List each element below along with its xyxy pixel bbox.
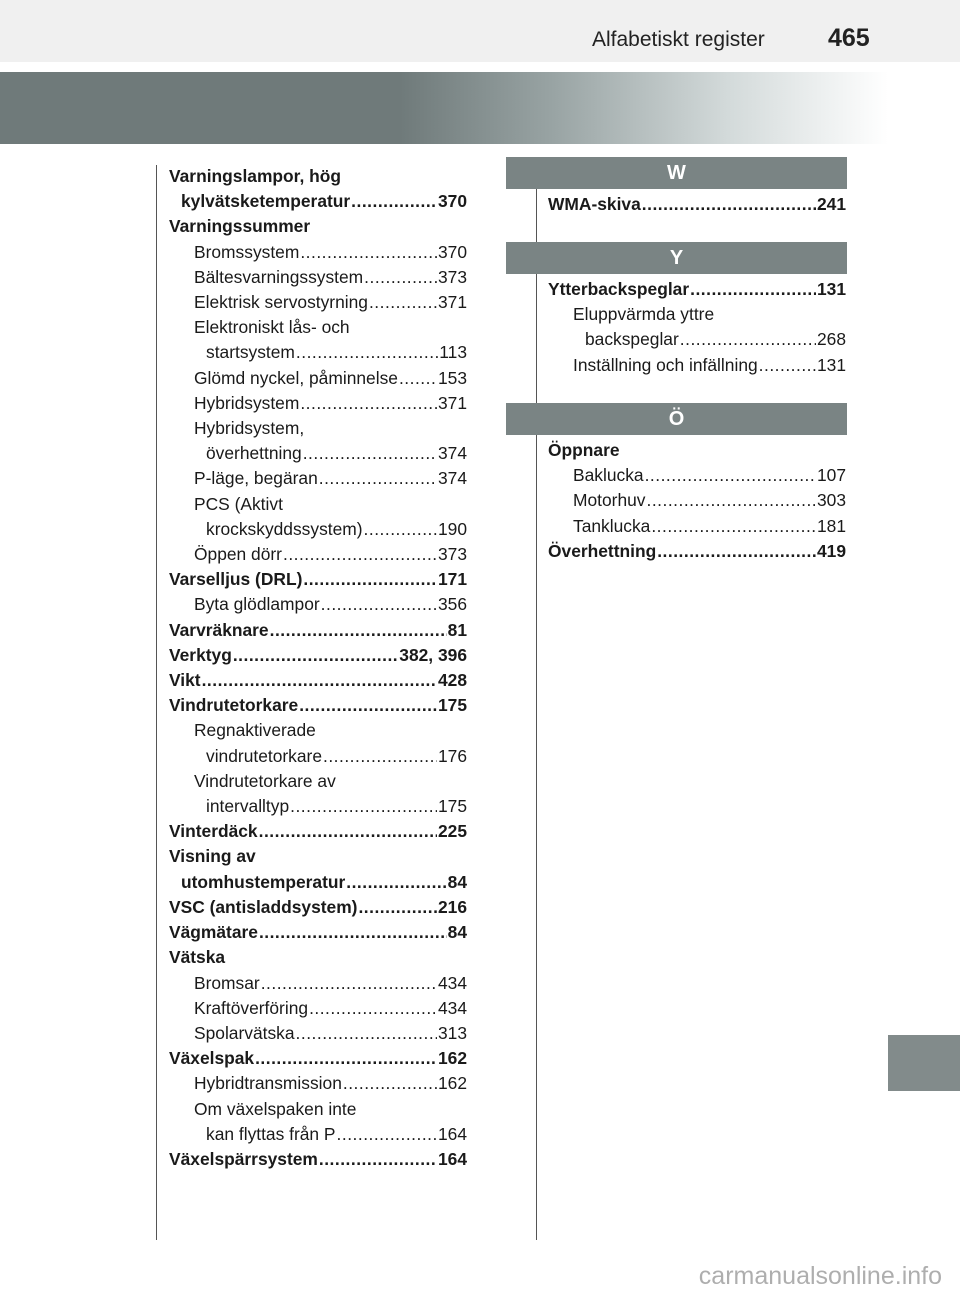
dot-leader	[346, 870, 446, 895]
dot-leader	[319, 1147, 437, 1172]
entry-text: Ytterbackspeglar	[548, 279, 690, 299]
page-reference[interactable]: 84	[447, 871, 467, 892]
entry-text: Glömd nyckel, påminnelse	[194, 367, 398, 388]
index-entry[interactable]	[169, 996, 467, 1021]
entry-text: P-läge, begäran	[194, 468, 318, 489]
page-reference[interactable]: 175	[437, 695, 467, 716]
dot-leader	[642, 192, 816, 217]
index-entry[interactable]	[548, 277, 846, 302]
page-reference[interactable]: 371	[437, 292, 467, 313]
index-entry[interactable]	[169, 441, 467, 466]
letter-heading-y: Y	[506, 242, 847, 274]
entry-text: Hybridsystem,	[194, 418, 305, 439]
index-entry[interactable]	[169, 693, 467, 718]
index-entry[interactable]	[169, 819, 467, 844]
middle-column-rule	[536, 165, 537, 1240]
dot-leader	[303, 567, 437, 592]
entry-text: Tanklucka	[573, 515, 651, 536]
page-reference[interactable]: 175	[437, 796, 467, 817]
entry-text: Överhettning	[548, 540, 657, 561]
dot-leader	[337, 1122, 437, 1147]
page-reference[interactable]: 190	[437, 518, 467, 539]
index-section-w	[548, 192, 846, 217]
index-entry[interactable]	[169, 240, 467, 265]
entry-text: utomhustemperatur	[181, 871, 346, 892]
dot-leader	[202, 668, 437, 693]
index-entry[interactable]	[548, 353, 846, 378]
index-entry[interactable]	[169, 1147, 467, 1172]
index-entry[interactable]	[169, 466, 467, 491]
dot-leader	[369, 290, 437, 315]
index-entry[interactable]	[548, 463, 846, 488]
dot-leader	[296, 340, 438, 365]
entry-text: PCS (Aktivt	[194, 493, 283, 514]
page-reference[interactable]: 382, 396	[399, 644, 467, 665]
entry-text: Bältesvarningssystem	[194, 266, 364, 287]
entry-text: Eluppvärmda yttre	[573, 304, 715, 325]
page-reference[interactable]: 419	[816, 540, 846, 561]
entry-text: Varselljus (DRL)	[169, 569, 303, 590]
entry-text: startsystem	[206, 342, 295, 363]
page-reference[interactable]: 153	[437, 367, 467, 388]
index-entry[interactable]	[169, 920, 467, 945]
dot-leader	[690, 277, 816, 302]
dot-leader	[259, 920, 447, 945]
entry-text: Varningslampor, hög	[169, 166, 342, 186]
page-reference[interactable]: 373	[437, 544, 467, 565]
dot-leader	[290, 794, 437, 819]
index-entry[interactable]	[548, 327, 846, 352]
dot-leader	[303, 441, 437, 466]
entry-text: Elektrisk servostyrning	[194, 292, 368, 313]
page-reference[interactable]: 374	[437, 468, 467, 489]
entry-text: vindrutetorkare	[206, 745, 322, 766]
entry-text: backspeglar	[585, 329, 679, 350]
index-entry[interactable]	[169, 265, 467, 290]
entry-text: WMA-skiva	[548, 194, 641, 214]
entry-text: kylvätsketemperatur	[181, 191, 351, 212]
page-reference[interactable]: 373	[437, 266, 467, 287]
index-entry[interactable]	[169, 366, 467, 391]
dot-leader	[645, 463, 816, 488]
entry-text: Elektroniskt lås- och	[194, 317, 350, 338]
index-entry[interactable]	[169, 592, 467, 617]
page-reference[interactable]: 370	[437, 241, 467, 262]
dot-leader	[309, 996, 437, 1021]
index-entry[interactable]	[169, 567, 467, 592]
entry-text: intervalltyp	[206, 796, 290, 817]
index-entry[interactable]	[169, 542, 467, 567]
entry-text: Regnaktiverade	[194, 720, 316, 741]
entry-text: kan flyttas från P	[206, 1123, 336, 1144]
index-entry[interactable]	[548, 192, 846, 217]
page-reference[interactable]: 313	[437, 1022, 467, 1043]
entry-text: Öppnare	[548, 440, 620, 460]
page-reference[interactable]: 107	[816, 465, 846, 486]
dot-leader	[300, 391, 437, 416]
page-reference[interactable]: 303	[816, 490, 846, 511]
index-heading	[169, 214, 467, 239]
index-entry[interactable]	[169, 1021, 467, 1046]
entry-text: Hybridsystem	[194, 392, 300, 413]
dot-leader	[319, 466, 437, 491]
entry-text: Om växelspaken inte	[194, 1098, 357, 1119]
entry-text: Vinterdäck	[169, 821, 258, 842]
entry-text: Visning av	[169, 846, 256, 867]
index-heading	[169, 416, 467, 441]
dot-leader	[759, 353, 816, 378]
page-reference[interactable]: 131	[816, 354, 846, 375]
entry-text: Växelspak	[169, 1048, 255, 1069]
dot-leader	[657, 539, 816, 564]
dot-leader	[399, 366, 437, 391]
index-entry[interactable]	[169, 189, 467, 214]
page-reference[interactable]: 113	[439, 342, 467, 363]
page-reference[interactable]: 434	[437, 972, 467, 993]
entry-text: Motorhuv	[573, 490, 646, 511]
page-reference[interactable]: 225	[437, 821, 467, 842]
dot-leader	[343, 1071, 437, 1096]
index-entry[interactable]	[548, 514, 846, 539]
entry-text: Verktyg	[169, 644, 232, 665]
dot-leader	[351, 189, 437, 214]
dot-leader	[283, 542, 437, 567]
index-heading	[548, 302, 846, 327]
index-entry[interactable]	[169, 391, 467, 416]
index-entry[interactable]	[169, 517, 467, 542]
page-reference[interactable]: 181	[816, 515, 846, 536]
index-entry[interactable]	[169, 971, 467, 996]
page-reference[interactable]: 171	[437, 569, 467, 590]
entry-text: Vindrutetorkare av	[194, 770, 336, 791]
page-reference[interactable]: 268	[816, 329, 846, 350]
page-reference[interactable]: 131	[816, 279, 846, 299]
page-reference[interactable]: 374	[437, 443, 467, 464]
index-entry[interactable]	[169, 643, 467, 668]
index-entry[interactable]	[169, 870, 467, 895]
page-reference[interactable]: 164	[437, 1123, 467, 1144]
entry-text: överhettning	[206, 443, 302, 464]
entry-text: Växelspärrsystem	[169, 1148, 318, 1169]
index-heading	[169, 945, 467, 970]
chapter-banner	[0, 72, 888, 144]
entry-text: Spolarvätska	[194, 1022, 295, 1043]
entry-text: Vindrutetorkare	[169, 695, 299, 716]
index-entry[interactable]	[169, 290, 467, 315]
entry-text: Hybridtransmission	[194, 1073, 342, 1094]
dot-leader	[358, 895, 437, 920]
page-reference[interactable]: 84	[447, 922, 467, 943]
index-heading	[169, 164, 467, 189]
header-strip	[0, 0, 960, 62]
index-entry[interactable]	[169, 618, 467, 643]
index-heading	[169, 844, 467, 869]
entry-text: Byta glödlampor	[194, 594, 320, 615]
index-entry[interactable]	[169, 895, 467, 920]
index-section-y	[548, 277, 846, 378]
dot-leader	[255, 1046, 437, 1071]
index-entry[interactable]	[548, 488, 846, 513]
dot-leader	[300, 240, 437, 265]
index-entry[interactable]	[169, 1122, 467, 1147]
entry-text: Vägmätare	[169, 922, 258, 943]
dot-leader	[680, 327, 816, 352]
page-reference[interactable]: 216	[437, 896, 467, 917]
entry-text: Kraftöverföring	[194, 997, 309, 1018]
page-reference[interactable]: 81	[447, 619, 467, 640]
entry-text: Varvräknare	[169, 619, 269, 640]
entry-text: Inställning och infällning	[573, 354, 758, 375]
entry-text: Bromsar	[194, 972, 260, 993]
page-reference[interactable]: 434	[437, 997, 467, 1018]
left-column-rule	[156, 165, 157, 1240]
dot-leader	[261, 971, 437, 996]
index-heading	[548, 438, 846, 463]
index-heading	[169, 492, 467, 517]
dot-leader	[296, 1021, 437, 1046]
dot-leader	[270, 618, 447, 643]
index-heading	[169, 718, 467, 743]
letter-heading-w: W	[506, 157, 847, 189]
index-entry[interactable]	[548, 539, 846, 564]
dot-leader	[364, 265, 437, 290]
page-reference[interactable]: 428	[437, 670, 467, 691]
watermark: carmanualsonline.info	[698, 1262, 942, 1290]
section-title: Alfabetiskt register	[592, 28, 765, 51]
page-reference[interactable]: 356	[437, 594, 467, 615]
dot-leader	[233, 643, 398, 668]
page-reference[interactable]: 241	[816, 194, 846, 214]
dot-leader	[323, 744, 437, 769]
index-heading	[169, 1097, 467, 1122]
chapter-side-tab[interactable]	[888, 1035, 960, 1091]
index-section-o-umlaut	[548, 438, 846, 564]
page-reference[interactable]: 176	[437, 745, 467, 766]
page-reference[interactable]: 370	[437, 191, 467, 212]
dot-leader	[299, 693, 437, 718]
dot-leader	[321, 592, 437, 617]
entry-text: Bromssystem	[194, 241, 300, 262]
index-entry[interactable]	[169, 668, 467, 693]
entry-text: krockskyddssystem)	[206, 518, 363, 539]
page-reference[interactable]: 162	[437, 1048, 467, 1069]
left-index-column	[169, 164, 467, 1172]
index-heading	[169, 315, 467, 340]
index-entry[interactable]	[169, 340, 467, 365]
entry-text: Vätska	[169, 947, 226, 968]
index-entry[interactable]	[169, 794, 467, 819]
index-heading	[169, 769, 467, 794]
entry-text: Varningssummer	[169, 216, 311, 237]
dot-leader	[647, 488, 816, 513]
entry-text: Öppen dörr	[194, 544, 282, 565]
page-number: 465	[828, 24, 870, 52]
entry-text: VSC (antisladdsystem)	[169, 896, 358, 917]
dot-leader	[651, 514, 816, 539]
letter-heading-o-umlaut: Ö	[506, 403, 847, 435]
page-reference[interactable]: 162	[437, 1073, 467, 1094]
entry-text: Baklucka	[573, 465, 644, 486]
page-reference[interactable]: 371	[437, 392, 467, 413]
page-reference[interactable]: 164	[437, 1148, 467, 1169]
index-entry[interactable]	[169, 1046, 467, 1071]
dot-leader	[259, 819, 437, 844]
dot-leader	[364, 517, 437, 542]
entry-text: Vikt	[169, 670, 201, 691]
index-entry[interactable]	[169, 1071, 467, 1096]
index-entry[interactable]	[169, 744, 467, 769]
